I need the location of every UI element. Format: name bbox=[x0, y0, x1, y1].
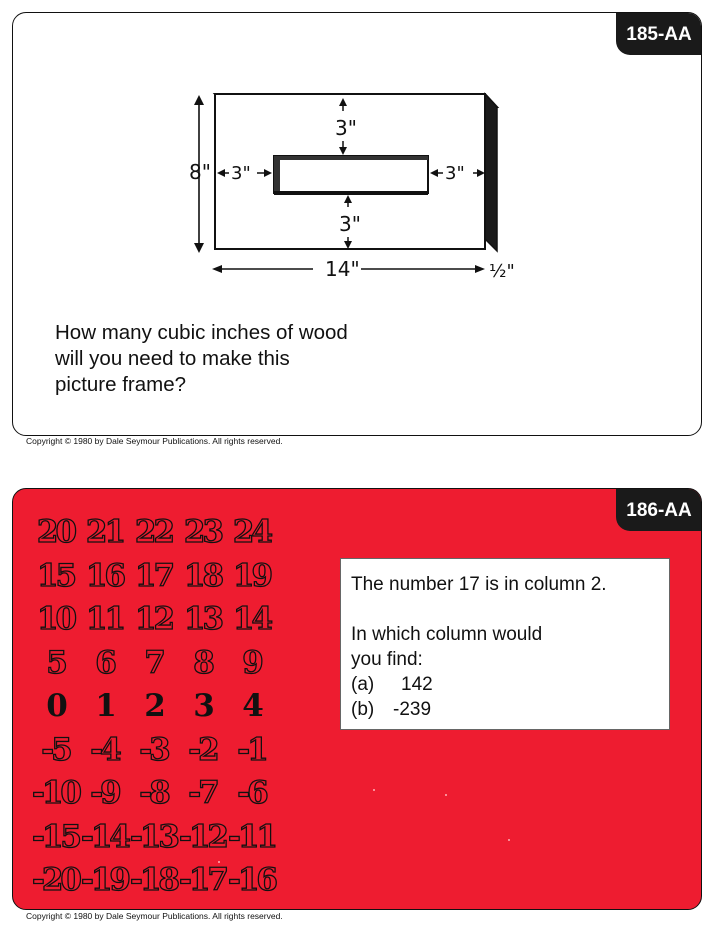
grid-number: -9 bbox=[90, 775, 119, 811]
option-b-label: (b) bbox=[351, 699, 375, 720]
grid-number: 11 bbox=[85, 601, 124, 637]
grid-number: -18 bbox=[129, 862, 177, 898]
grid-number: 16 bbox=[85, 557, 124, 594]
option-b-value: -239 bbox=[393, 699, 432, 720]
question-line-2: you find: bbox=[351, 649, 423, 670]
top-border-label: 3" bbox=[335, 116, 357, 140]
grid-number: -15 bbox=[31, 818, 79, 855]
grid-number: 10 bbox=[36, 601, 75, 637]
question-line-1: In which column would bbox=[351, 624, 543, 645]
grid-number: -7 bbox=[188, 775, 217, 811]
grid-number: -19 bbox=[80, 862, 128, 898]
grid-number: 22 bbox=[134, 514, 173, 550]
grid-number: 2 bbox=[144, 688, 163, 724]
grid-number: 6 bbox=[95, 644, 114, 681]
grid-number: -17 bbox=[178, 862, 226, 898]
grid-number: -3 bbox=[139, 731, 168, 768]
arrowhead-icon bbox=[212, 265, 222, 273]
grid-number: -12 bbox=[178, 818, 226, 855]
grid-number: -20 bbox=[31, 862, 79, 898]
grid-number: 15 bbox=[36, 557, 75, 594]
right-border-label: 3" bbox=[445, 163, 465, 184]
frame-side-face bbox=[485, 94, 497, 251]
card-number-tag: 186-AA bbox=[616, 488, 702, 531]
grid-number: -16 bbox=[227, 862, 275, 898]
grid-number: -14 bbox=[80, 818, 128, 855]
arrowhead-icon bbox=[475, 265, 485, 273]
grid-number: 9 bbox=[242, 644, 261, 681]
grid-number: 12 bbox=[134, 601, 173, 637]
grid-number: -13 bbox=[129, 818, 177, 855]
copyright-text: Copyright © 1980 by Dale Seymour Publications. All rights reserved. bbox=[26, 436, 283, 446]
option-b bbox=[351, 697, 659, 722]
grid-number: 23 bbox=[183, 514, 222, 550]
grid-number: -1 bbox=[237, 731, 266, 768]
picture-frame-diagram bbox=[13, 13, 702, 313]
option-a-label: (a) bbox=[351, 674, 375, 695]
copyright-text: Copyright © 1980 by Dale Seymour Publications. All rights reserved. bbox=[26, 911, 283, 921]
card-186 bbox=[12, 488, 702, 910]
frame-opening bbox=[274, 156, 428, 193]
grid-number: 0 bbox=[46, 688, 65, 724]
grid-number: 5 bbox=[46, 644, 65, 681]
option-a bbox=[351, 672, 659, 697]
arrowhead-icon bbox=[194, 95, 204, 105]
grid-number: -10 bbox=[31, 775, 79, 811]
question-box bbox=[340, 558, 670, 730]
width-label: 14" bbox=[325, 257, 360, 281]
option-a-value: 142 bbox=[401, 674, 433, 695]
height-label: 8" bbox=[189, 160, 211, 184]
grid-number: 7 bbox=[144, 644, 163, 681]
grid-number: -8 bbox=[139, 775, 168, 811]
grid-number: 17 bbox=[134, 557, 173, 594]
number-grid bbox=[31, 511, 276, 903]
grid-number: 21 bbox=[85, 514, 124, 550]
grid-number: 1 bbox=[95, 688, 114, 724]
grid-number: -6 bbox=[237, 775, 266, 811]
grid-number: -11 bbox=[227, 818, 275, 855]
grid-number: 4 bbox=[242, 688, 261, 724]
grid-number: 18 bbox=[183, 557, 222, 594]
grid-number: 24 bbox=[232, 514, 271, 550]
grid-number: 8 bbox=[193, 644, 212, 681]
bottom-border-label: 3" bbox=[339, 212, 361, 236]
grid-number: 13 bbox=[183, 601, 222, 637]
fact-line: The number 17 is in column 2. bbox=[351, 574, 607, 595]
card-185 bbox=[12, 12, 702, 436]
grid-number: -5 bbox=[41, 731, 70, 768]
grid-number: -2 bbox=[188, 731, 217, 768]
card-number-tag: 185-AA bbox=[616, 12, 702, 55]
grid-number: 20 bbox=[36, 514, 75, 550]
grid-number: 14 bbox=[232, 601, 271, 637]
grid-number: 3 bbox=[193, 688, 212, 724]
grid-number: 19 bbox=[232, 557, 271, 594]
arrowhead-icon bbox=[194, 243, 204, 253]
question-text: How many cubic inches of wood will you need to make this picture frame? bbox=[55, 321, 348, 396]
left-border-label: 3" bbox=[231, 163, 251, 184]
depth-label: ½" bbox=[489, 261, 515, 282]
grid-number: -4 bbox=[90, 731, 119, 768]
